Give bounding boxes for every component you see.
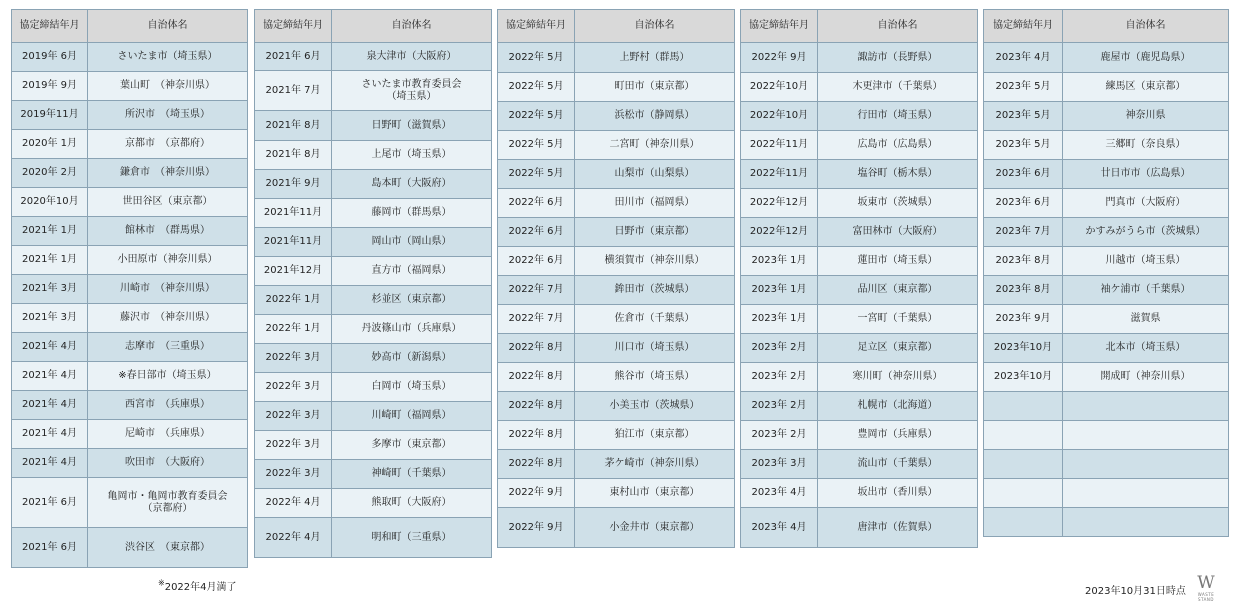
table-header: [498, 10, 735, 43]
agreement-date-cell: 2023年 2月: [741, 363, 818, 392]
brand-logo: [1196, 574, 1216, 602]
agreement-date-cell: 2020年 1月: [12, 130, 88, 159]
table-row: [255, 460, 492, 489]
table-row: [12, 275, 248, 304]
table-row: [255, 111, 492, 141]
agreement-date-cell: 2021年 9月: [255, 170, 332, 199]
table-row: [255, 489, 492, 518]
municipality-cell: 滋賀県: [1063, 305, 1229, 334]
municipality-cell: 京都市 （京都府）: [88, 130, 248, 159]
table-row: [12, 478, 248, 528]
municipality-cell: [1063, 508, 1229, 537]
municipality-cell: 一宮町（千葉県）: [818, 305, 978, 334]
table-row: [984, 247, 1229, 276]
table-row: [741, 73, 978, 102]
agreement-date-cell: 2023年 2月: [741, 334, 818, 363]
table-row: [984, 392, 1229, 421]
table-row: [12, 304, 248, 333]
table-row: [12, 362, 248, 391]
agreement-date-cell: 2022年11月: [741, 160, 818, 189]
municipality-cell: 所沢市 （埼玉県）: [88, 101, 248, 130]
municipality-cell: [1063, 392, 1229, 421]
agreement-date-cell: 2023年 1月: [741, 247, 818, 276]
agreement-date-cell: 2023年 8月: [984, 276, 1063, 305]
table-header: [12, 10, 248, 43]
agreement-date-cell: 2023年10月: [984, 363, 1063, 392]
municipality-cell: 門真市（大阪府）: [1063, 189, 1229, 218]
municipality-cell: 富田林市（大阪府）: [818, 218, 978, 247]
table-row: [984, 102, 1229, 131]
table-row: [741, 160, 978, 189]
agreement-date-cell: 2022年 3月: [255, 373, 332, 402]
table-row: [498, 392, 735, 421]
as-of-date: 2023年10月31日時点: [1085, 586, 1186, 597]
agreement-date-cell: 2022年 1月: [255, 315, 332, 344]
municipality-cell: 唐津市（佐賀県）: [818, 508, 978, 548]
header-municipality: 自治体名: [88, 10, 248, 43]
municipality-cell: 妙高市（新潟県）: [332, 344, 492, 373]
table-row: [12, 188, 248, 217]
table-row: [498, 421, 735, 450]
municipality-cell: [1063, 421, 1229, 450]
municipality-cell: 渋谷区 （東京都）: [88, 528, 248, 568]
footnote-text: 2022年4月満了: [164, 582, 237, 593]
table-row: [984, 43, 1229, 73]
agreement-date-cell: 2023年 4月: [741, 508, 818, 548]
agreement-date-cell: 2022年 6月: [498, 247, 575, 276]
municipality-cell: 鎌倉市 （神奈川県）: [88, 159, 248, 188]
table-row: [255, 141, 492, 170]
municipality-cell: 開成町（神奈川県）: [1063, 363, 1229, 392]
header-agreement-date: 協定締結年月: [12, 10, 88, 43]
agreement-date-cell: 2022年 3月: [255, 402, 332, 431]
municipality-cell: 浜松市（静岡県）: [575, 102, 735, 131]
table-row: [741, 363, 978, 392]
municipality-cell: 川口市（埼玉県）: [575, 334, 735, 363]
table-row: [498, 305, 735, 334]
municipality-cell: 二宮町（神奈川県）: [575, 131, 735, 160]
municipality-cell: 神崎町（千葉県）: [332, 460, 492, 489]
municipality-cell: 川崎市 （神奈川県）: [88, 275, 248, 304]
table-row: [498, 131, 735, 160]
agreement-date-cell: 2023年 7月: [984, 218, 1063, 247]
header-municipality: 自治体名: [332, 10, 492, 43]
municipality-cell: 東村山市（東京都）: [575, 479, 735, 508]
municipality-cell: 上尾市（埼玉県）: [332, 141, 492, 170]
table-row: [984, 450, 1229, 479]
table-row: [498, 334, 735, 363]
table-row: [498, 189, 735, 218]
table-row: [255, 257, 492, 286]
agreement-date-cell: 2021年 4月: [12, 362, 88, 391]
table-row: [984, 305, 1229, 334]
agreement-date-cell: 2022年 9月: [498, 479, 575, 508]
agreement-date-cell: 2022年11月: [741, 131, 818, 160]
agreement-table-2: [254, 9, 492, 558]
table-row: [741, 189, 978, 218]
agreement-date-cell: 2023年 6月: [984, 160, 1063, 189]
table-row: [255, 518, 492, 558]
agreement-date-cell: 2019年11月: [12, 101, 88, 130]
agreement-date-cell: 2022年 6月: [498, 189, 575, 218]
table-row: [741, 450, 978, 479]
table-row: [741, 247, 978, 276]
municipality-cell: 広島市（広島県）: [818, 131, 978, 160]
table-row: [12, 217, 248, 246]
table-row: [498, 43, 735, 73]
municipality-cell: 尼崎市 （兵庫県）: [88, 420, 248, 449]
municipality-cell: [1063, 479, 1229, 508]
municipality-cell: 木更津市（千葉県）: [818, 73, 978, 102]
municipality-cell: 練馬区（東京都）: [1063, 73, 1229, 102]
agreement-date-cell: 2023年10月: [984, 334, 1063, 363]
agreement-date-cell: 2019年 6月: [12, 43, 88, 72]
municipality-cell: 蓮田市（埼玉県）: [818, 247, 978, 276]
table-header: [984, 10, 1229, 43]
agreement-date-cell: 2021年11月: [255, 199, 332, 228]
agreement-date-cell: 2021年 3月: [12, 304, 88, 333]
table-row: [984, 276, 1229, 305]
agreement-date-cell: 2021年 4月: [12, 391, 88, 420]
table-row: [498, 73, 735, 102]
agreement-date-cell: 2021年 4月: [12, 449, 88, 478]
municipality-cell: 丹波篠山市（兵庫県）: [332, 315, 492, 344]
table-row: [255, 315, 492, 344]
table-row: [741, 305, 978, 334]
municipality-cell: 町田市（東京都）: [575, 73, 735, 102]
municipality-cell: 山梨市（山梨県）: [575, 160, 735, 189]
table-header: [741, 10, 978, 43]
municipality-cell: 小金井市（東京都）: [575, 508, 735, 548]
municipality-cell: 諏訪市（長野県）: [818, 43, 978, 73]
agreement-date-cell: 2022年 6月: [498, 218, 575, 247]
table-row: [12, 528, 248, 568]
municipality-cell: 鉾田市（茨城県）: [575, 276, 735, 305]
logo-subtext: WASTE STAND: [1197, 592, 1215, 602]
municipality-cell: 狛江市（東京都）: [575, 421, 735, 450]
table-row: [498, 218, 735, 247]
table-header: [255, 10, 492, 43]
municipality-cell: 茅ケ崎市（神奈川県）: [575, 450, 735, 479]
agreement-date-cell: 2021年 8月: [255, 111, 332, 141]
agreement-date-cell: 2023年 4月: [984, 43, 1063, 73]
municipality-cell: さいたま市（埼玉県）: [88, 43, 248, 72]
table-row: [741, 276, 978, 305]
municipality-cell: 北本市（埼玉県）: [1063, 334, 1229, 363]
municipality-cell: 三郷町（奈良県）: [1063, 131, 1229, 160]
table-row: [12, 333, 248, 362]
municipality-cell: 杉並区（東京都）: [332, 286, 492, 315]
table-row: [255, 286, 492, 315]
agreement-date-cell: 2023年 4月: [741, 479, 818, 508]
municipality-cell: 明和町（三重県）: [332, 518, 492, 558]
table-row: [255, 228, 492, 257]
municipality-cell: 坂出市（香川県）: [818, 479, 978, 508]
agreement-date-cell: 2022年 8月: [498, 392, 575, 421]
municipality-cell: 塩谷町（栃木県）: [818, 160, 978, 189]
municipality-cell: かすみがうら市（茨城県）: [1063, 218, 1229, 247]
municipality-cell: 白岡市（埼玉県）: [332, 373, 492, 402]
municipality-cell: さいたま市教育委員会 （埼玉県）: [332, 71, 492, 111]
agreement-date-cell: 2022年 9月: [498, 508, 575, 548]
agreement-date-cell: 2022年 7月: [498, 276, 575, 305]
municipality-cell: 足立区（東京都）: [818, 334, 978, 363]
agreement-date-cell: 2022年 8月: [498, 450, 575, 479]
agreement-date-cell: 2022年12月: [741, 218, 818, 247]
table-row: [984, 160, 1229, 189]
agreement-date-cell: 2022年 5月: [498, 160, 575, 189]
municipality-cell: 川崎町（福岡県）: [332, 402, 492, 431]
municipality-cell: 熊谷市（埼玉県）: [575, 363, 735, 392]
municipality-cell: 坂東市（茨城県）: [818, 189, 978, 218]
table-row: [984, 189, 1229, 218]
municipality-cell: 横須賀市（神奈川県）: [575, 247, 735, 276]
agreement-date-cell: [984, 479, 1063, 508]
table-row: [741, 479, 978, 508]
agreement-date-cell: 2021年 6月: [12, 528, 88, 568]
logo-mark: W: [1197, 573, 1215, 593]
municipality-cell: 葉山町 （神奈川県）: [88, 72, 248, 101]
municipality-cell: 島本町（大阪府）: [332, 170, 492, 199]
table-row: [255, 373, 492, 402]
municipality-cell: 小美玉市（茨城県）: [575, 392, 735, 421]
municipality-cell: [1063, 450, 1229, 479]
agreement-date-cell: 2022年10月: [741, 102, 818, 131]
municipality-cell: 館林市 （群馬県）: [88, 217, 248, 246]
footnote: [158, 578, 237, 593]
agreement-date-cell: 2021年12月: [255, 257, 332, 286]
agreement-date-cell: 2023年 2月: [741, 421, 818, 450]
table-row: [741, 218, 978, 247]
municipality-cell: 神奈川県: [1063, 102, 1229, 131]
municipality-cell: 行田市（埼玉県）: [818, 102, 978, 131]
agreement-date-cell: 2022年10月: [741, 73, 818, 102]
municipality-cell: 日野市（東京都）: [575, 218, 735, 247]
table-row: [12, 159, 248, 188]
table-row: [741, 421, 978, 450]
agreement-date-cell: 2022年 5月: [498, 43, 575, 73]
header-agreement-date: 協定締結年月: [498, 10, 575, 43]
agreement-date-cell: 2022年 4月: [255, 489, 332, 518]
agreement-date-cell: 2021年 6月: [12, 478, 88, 528]
agreement-date-cell: [984, 450, 1063, 479]
agreement-date-cell: 2022年 4月: [255, 518, 332, 558]
header-municipality: 自治体名: [575, 10, 735, 43]
table-row: [12, 72, 248, 101]
table-row: [984, 73, 1229, 102]
footnote-mark: ※: [158, 578, 165, 588]
municipality-cell: ※春日部市（埼玉県）: [88, 362, 248, 391]
municipality-cell: 佐倉市（千葉県）: [575, 305, 735, 334]
agreement-date-cell: 2021年 1月: [12, 217, 88, 246]
agreement-date-cell: 2022年 8月: [498, 363, 575, 392]
table-row: [255, 344, 492, 373]
municipality-cell: 小田原市（神奈川県）: [88, 246, 248, 275]
municipality-cell: 寒川町（神奈川県）: [818, 363, 978, 392]
municipality-cell: 袖ケ浦市（千葉県）: [1063, 276, 1229, 305]
table-row: [984, 421, 1229, 450]
table-row: [498, 160, 735, 189]
table-row: [12, 420, 248, 449]
municipality-cell: 藤沢市 （神奈川県）: [88, 304, 248, 333]
municipality-cell: 品川区（東京都）: [818, 276, 978, 305]
municipality-cell: 鹿屋市（鹿児島県）: [1063, 43, 1229, 73]
table-row: [984, 363, 1229, 392]
table-row: [741, 131, 978, 160]
table-row: [12, 101, 248, 130]
table-row: [255, 170, 492, 199]
header-municipality: 自治体名: [1063, 10, 1229, 43]
municipality-cell: 多摩市（東京都）: [332, 431, 492, 460]
table-row: [12, 43, 248, 72]
agreement-date-cell: 2021年 8月: [255, 141, 332, 170]
municipality-cell: 熊取町（大阪府）: [332, 489, 492, 518]
table-row: [255, 431, 492, 460]
agreement-date-cell: 2022年 8月: [498, 334, 575, 363]
agreement-date-cell: 2021年11月: [255, 228, 332, 257]
agreement-date-cell: 2023年 5月: [984, 102, 1063, 131]
agreement-date-cell: 2023年 5月: [984, 131, 1063, 160]
agreement-date-cell: 2023年 2月: [741, 392, 818, 421]
table-row: [498, 479, 735, 508]
agreement-date-cell: 2021年 1月: [12, 246, 88, 275]
agreement-date-cell: 2021年 6月: [255, 43, 332, 71]
table-row: [12, 246, 248, 275]
table-row: [498, 102, 735, 131]
municipality-cell: 岡山市（岡山県）: [332, 228, 492, 257]
table-row: [741, 334, 978, 363]
agreement-date-cell: 2022年 3月: [255, 431, 332, 460]
municipality-cell: 廿日市市（広島県）: [1063, 160, 1229, 189]
agreement-date-cell: 2023年 8月: [984, 247, 1063, 276]
agreement-date-cell: 2021年 4月: [12, 333, 88, 362]
agreement-date-cell: 2023年 9月: [984, 305, 1063, 334]
municipality-cell: 札幌市（北海道）: [818, 392, 978, 421]
agreement-date-cell: 2022年 5月: [498, 102, 575, 131]
municipality-cell: 豊岡市（兵庫県）: [818, 421, 978, 450]
agreement-table-5: [983, 9, 1229, 537]
table-row: [498, 450, 735, 479]
agreement-date-cell: [984, 421, 1063, 450]
table-row: [12, 449, 248, 478]
municipality-cell: 直方市（福岡県）: [332, 257, 492, 286]
municipality-cell: 世田谷区（東京都）: [88, 188, 248, 217]
table-row: [498, 247, 735, 276]
agreement-date-cell: 2023年 1月: [741, 276, 818, 305]
agreement-date-cell: 2021年 7月: [255, 71, 332, 111]
municipality-cell: 日野町（滋賀県）: [332, 111, 492, 141]
agreement-date-cell: 2022年 1月: [255, 286, 332, 315]
municipality-cell: 田川市（福岡県）: [575, 189, 735, 218]
table-row: [255, 43, 492, 71]
agreement-date-cell: 2022年12月: [741, 189, 818, 218]
agreement-date-cell: 2023年 5月: [984, 73, 1063, 102]
agreement-date-cell: 2022年 3月: [255, 344, 332, 373]
agreement-date-cell: 2023年 6月: [984, 189, 1063, 218]
agreement-date-cell: 2021年 4月: [12, 420, 88, 449]
table-row: [498, 363, 735, 392]
agreement-table-4: [740, 9, 978, 548]
agreement-date-cell: 2019年 9月: [12, 72, 88, 101]
municipality-cell: 上野村（群馬）: [575, 43, 735, 73]
agreement-date-cell: 2023年 1月: [741, 305, 818, 334]
agreement-table-3: [497, 9, 735, 548]
municipality-cell: 川越市（埼玉県）: [1063, 247, 1229, 276]
agreement-date-cell: [984, 508, 1063, 537]
agreement-date-cell: 2022年 8月: [498, 421, 575, 450]
header-agreement-date: 協定締結年月: [984, 10, 1063, 43]
agreement-date-cell: 2022年 9月: [741, 43, 818, 73]
table-row: [984, 334, 1229, 363]
agreement-date-cell: 2020年 2月: [12, 159, 88, 188]
agreement-table-1: [11, 9, 248, 568]
table-row: [12, 391, 248, 420]
municipality-cell: 藤岡市（群馬県）: [332, 199, 492, 228]
table-row: [984, 131, 1229, 160]
municipality-cell: 泉大津市（大阪府）: [332, 43, 492, 71]
table-row: [255, 199, 492, 228]
table-row: [984, 508, 1229, 537]
table-row: [498, 276, 735, 305]
municipality-cell: 志摩市 （三重県）: [88, 333, 248, 362]
table-row: [12, 130, 248, 159]
agreement-date-cell: 2022年 3月: [255, 460, 332, 489]
municipality-cell: 西宮市 （兵庫県）: [88, 391, 248, 420]
table-row: [741, 508, 978, 548]
agreement-date-cell: 2022年 5月: [498, 131, 575, 160]
municipality-cell: 吹田市 （大阪府）: [88, 449, 248, 478]
agreement-date-cell: [984, 392, 1063, 421]
table-row: [741, 43, 978, 73]
table-row: [984, 218, 1229, 247]
header-agreement-date: 協定締結年月: [741, 10, 818, 43]
agreement-date-cell: 2023年 3月: [741, 450, 818, 479]
agreement-date-cell: 2021年 3月: [12, 275, 88, 304]
agreement-date-cell: 2020年10月: [12, 188, 88, 217]
table-row: [255, 402, 492, 431]
table-row: [741, 102, 978, 131]
table-row: [498, 508, 735, 548]
header-agreement-date: 協定締結年月: [255, 10, 332, 43]
table-row: [255, 71, 492, 111]
table-row: [984, 479, 1229, 508]
municipality-cell: 流山市（千葉県）: [818, 450, 978, 479]
table-row: [741, 392, 978, 421]
agreement-date-cell: 2022年 5月: [498, 73, 575, 102]
header-municipality: 自治体名: [818, 10, 978, 43]
agreement-date-cell: 2022年 7月: [498, 305, 575, 334]
municipality-cell: 亀岡市・亀岡市教育委員会 （京都府）: [88, 478, 248, 528]
